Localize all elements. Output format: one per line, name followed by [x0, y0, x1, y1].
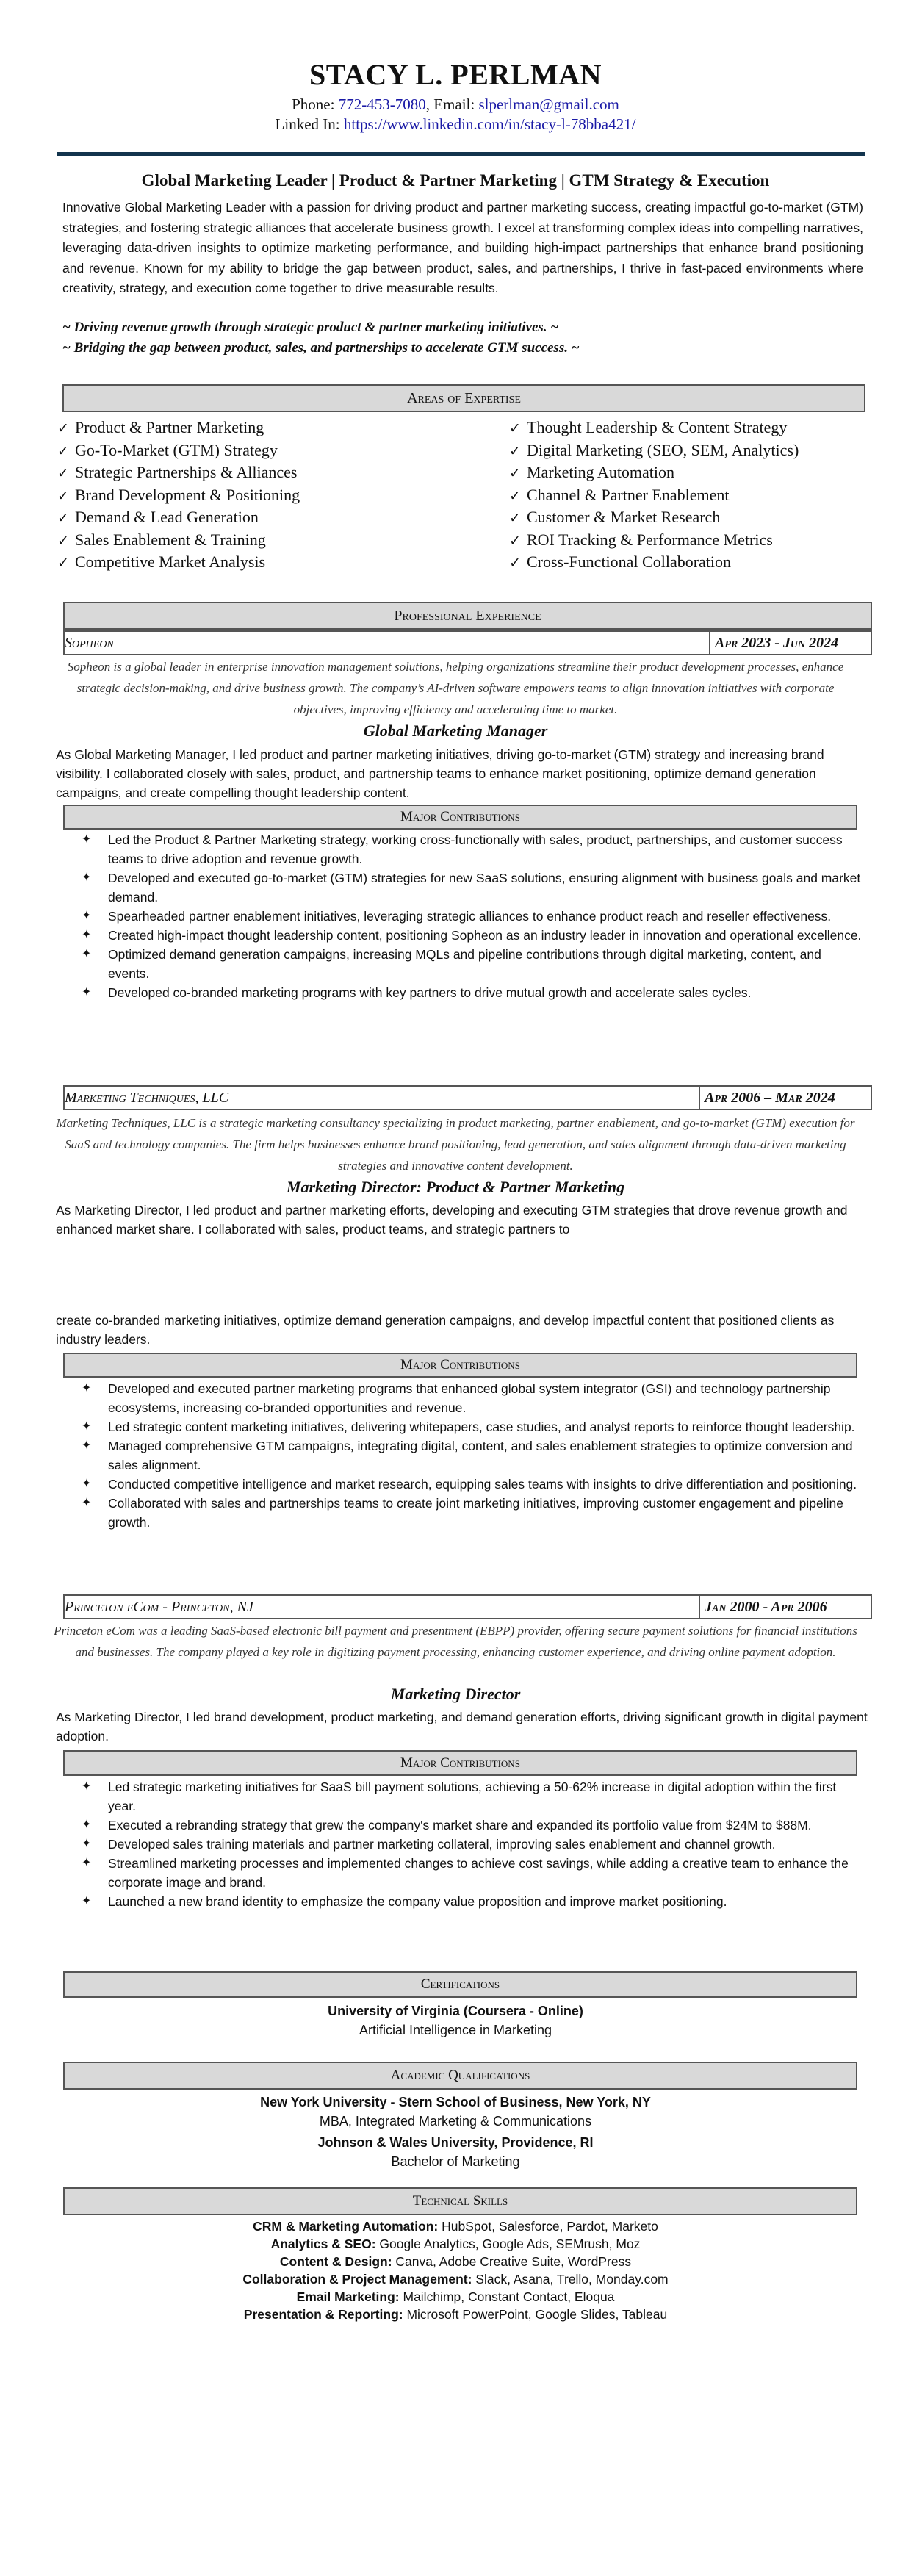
star-bullet-icon: ✦: [82, 1439, 92, 1452]
list-item: ✦ Developed co-branded marketing programs with key partners to drive mutual growth and accelerate sales cycles.: [62, 983, 863, 1002]
check-icon: ✓: [57, 511, 69, 526]
company-name: Marketing Techniques, LLC: [65, 1089, 229, 1106]
skill-line: Collaboration & Project Management: Slack, Asana, Trello, Monday.com: [242, 2272, 669, 2287]
check-icon: ✓: [57, 555, 69, 571]
star-bullet-icon: ✦: [82, 871, 92, 884]
star-bullet-icon: ✦: [82, 1497, 92, 1509]
expertise-list: [57, 417, 865, 575]
check-icon: ✓: [57, 443, 69, 459]
check-icon: ✓: [57, 488, 69, 504]
tagline: ~ Bridging the gap between product, sales, and partnerships to accelerate GTM success. ~: [62, 340, 580, 356]
star-bullet-icon: ✦: [82, 833, 92, 846]
role-summary: As Marketing Director, I led product and partner marketing efforts, developing and executing GTM strategies that drove revenue growth and enhanced market share. I collaborated with sales, product teams, and strategic partners to: [56, 1203, 848, 1237]
contributions-list: [62, 1777, 863, 1911]
job-dates: Apr 2023 - Jun 2024: [709, 632, 871, 654]
phone-label: Phone:: [292, 96, 335, 113]
job-dates: Jan 2000 - Apr 2006: [699, 1596, 871, 1618]
role-summary: As Marketing Director, I led brand development, product marketing, and demand generation efforts, driving significant growth in digital payment adoption.: [56, 1710, 868, 1744]
job-header-marketing-techniques: [63, 1085, 872, 1110]
list-item: ✦ Managed comprehensive GTM campaigns, integrating digital, content, and sales enablement strategies to optimize conversion and sales alignment.: [62, 1436, 863, 1475]
job-title: Global Marketing Manager: [363, 722, 548, 740]
company-name: Sopheon: [65, 634, 114, 651]
section-header-certifications: Certifications: [63, 1971, 857, 1998]
expertise-item: ✓ Sales Enablement & Training: [57, 530, 509, 553]
profile-summary: Innovative Global Marketing Leader with a passion for driving product and partner marketing success, creating impactful go-to-market (GTM) strategies, and fostering strategic alliances that accelerate business growth. I excel at transforming complex ideas into compelling narratives, leveraging data-driven insights to optimize marketing performance, and building high-impact partnerships that enhance brand positioning and revenue. Known for my ability to bridge the gap between product, sales, and partnerships, I thrive in fast-paced environments where creativity, strategy, and execution come together to drive measurable results.: [62, 200, 863, 295]
expertise-column-right: [509, 417, 865, 575]
job-title: Marketing Director: Product & Partner Marketing: [286, 1178, 625, 1196]
job-header-sopheon: [63, 630, 872, 655]
technical-skills-list: [0, 2217, 911, 2323]
expertise-item: ✓ Customer & Market Research: [509, 507, 865, 530]
check-icon: ✓: [509, 488, 521, 504]
certification-entry: [0, 2001, 911, 2040]
candidate-name: STACY L. PERLMAN: [309, 58, 602, 91]
check-icon: ✓: [57, 421, 69, 436]
company-description: Sopheon is a global leader in enterprise innovation management solutions, helping organizations streamline their product development processes, enhance strategic decision-making, and drive business growth. The company’s AI-driven software empowers teams to align innovation initiatives with corporate objectives, improving efficiency and accelerating time to market.: [67, 660, 844, 716]
contributions-header: Major Contributions: [63, 1750, 857, 1776]
skill-line: Presentation & Reporting: Microsoft PowerPoint, Google Slides, Tableau: [243, 2307, 668, 2322]
expertise-item: ✓ ROI Tracking & Performance Metrics: [509, 530, 865, 553]
certification-name: Artificial Intelligence in Marketing: [359, 2023, 552, 2037]
expertise-item: ✓ Thought Leadership & Content Strategy: [509, 417, 865, 440]
list-item: ✦ Executed a rebranding strategy that grew the company's market share and expanded its portfolio value from $24M to $88M.: [62, 1816, 863, 1835]
contributions-list: [62, 830, 863, 1002]
list-item: ✦ Developed and executed partner marketing programs that enhanced global system integrator (GSI) and technology partnership ecosystems, increasing co-branded opportunities and revenue.: [62, 1379, 863, 1417]
phone-link[interactable]: 772-453-7080: [338, 96, 426, 113]
star-bullet-icon: ✦: [82, 1818, 92, 1831]
section-header-expertise: Areas of Expertise: [62, 384, 865, 412]
tagline: ~ Driving revenue growth through strategic product & partner marketing initiatives. ~: [62, 320, 559, 335]
linkedin-label: Linked In:: [275, 115, 340, 133]
expertise-item: ✓ Go-To-Market (GTM) Strategy: [57, 440, 509, 463]
star-bullet-icon: ✦: [82, 910, 92, 922]
list-item: ✦ Created high-impact thought leadership content, positioning Sopheon as an industry leader in innovation and operational excellence.: [62, 926, 863, 945]
job-header-princeton-ecom: [63, 1594, 872, 1619]
star-bullet-icon: ✦: [82, 1857, 92, 1869]
expertise-item: ✓ Competitive Market Analysis: [57, 552, 509, 575]
expertise-item: ✓ Brand Development & Positioning: [57, 485, 509, 508]
email-label: , Email:: [425, 96, 475, 113]
list-item: ✦ Developed and executed go-to-market (GTM) strategies for new SaaS solutions, ensuring alignment with business goals and market demand.: [62, 868, 863, 907]
skill-line: Email Marketing: Mailchimp, Constant Contact, Eloqua: [296, 2289, 615, 2304]
star-bullet-icon: ✦: [82, 948, 92, 960]
check-icon: ✓: [57, 533, 69, 549]
check-icon: ✓: [509, 511, 521, 526]
list-item: ✦ Developed sales training materials and partner marketing collateral, improving sales enablement and channel growth.: [62, 1835, 863, 1854]
education-degree: MBA, Integrated Marketing & Communications: [319, 2114, 592, 2129]
expertise-item: ✓ Product & Partner Marketing: [57, 417, 509, 440]
list-item: ✦ Led strategic content marketing initiatives, delivering whitepapers, case studies, and analyst reports to reinforce thought leadership.: [62, 1417, 863, 1436]
check-icon: ✓: [57, 466, 69, 481]
job-title: Marketing Director: [390, 1685, 521, 1703]
expertise-item: ✓ Strategic Partnerships & Alliances: [57, 462, 509, 485]
role-summary-continued: create co-branded marketing initiatives, optimize demand generation campaigns, and develop impactful content that positioned clients as industry leaders.: [56, 1313, 835, 1347]
education-school: New York University - Stern School of Business, New York, NY: [260, 2095, 651, 2109]
role-summary: As Global Marketing Manager, I led product and partner marketing initiatives, driving go-to-market (GTM) strategy and increasing brand visibility. I collaborated closely with sales, product, and partnership teams to enhance market positioning, optimize demand generation campaigns, and create compelling thought leadership content.: [56, 747, 824, 800]
list-item: ✦ Spearheaded partner enablement initiatives, leveraging strategic alliances to enhance product reach and reseller effectiveness.: [62, 907, 863, 926]
check-icon: ✓: [509, 443, 521, 459]
star-bullet-icon: ✦: [82, 1382, 92, 1395]
star-bullet-icon: ✦: [82, 929, 92, 941]
star-bullet-icon: ✦: [82, 1895, 92, 1907]
check-icon: ✓: [509, 421, 521, 436]
certification-school: University of Virginia (Coursera - Online): [328, 2004, 583, 2018]
skill-line: Content & Design: Canva, Adobe Creative Suite, WordPress: [279, 2254, 632, 2269]
education-school: Johnson & Wales University, Providence, RI: [317, 2135, 594, 2150]
contributions-list: [62, 1379, 863, 1532]
company-description: Princeton eCom was a leading SaaS-based electronic bill payment and presentment (EBPP) provider, offering secure payment solutions for financial institutions and businesses. The company played a key role in digitizing payment processing, enhancing customer experience, and driving online payment adoption.: [54, 1624, 857, 1659]
expertise-column-left: [57, 417, 509, 575]
expertise-item: ✓ Channel & Partner Enablement: [509, 485, 865, 508]
list-item: ✦ Led strategic marketing initiatives for SaaS bill payment solutions, achieving a 50-62% increase in digital adoption within the first year.: [62, 1777, 863, 1816]
section-header-education: Academic Qualifications: [63, 2062, 857, 2090]
profile-headline: Global Marketing Leader | Product & Partner Marketing | GTM Strategy & Execution: [141, 171, 770, 190]
email-link[interactable]: slperlman@gmail.com: [478, 96, 619, 113]
list-item: ✦ Optimized demand generation campaigns, increasing MQLs and pipeline contributions through digital marketing, content, and events.: [62, 945, 863, 983]
expertise-item: ✓ Digital Marketing (SEO, SEM, Analytics): [509, 440, 865, 463]
company-description: Marketing Techniques, LLC is a strategic marketing consultancy specializing in product marketing, partner enablement, and go-to-market (GTM) execution for SaaS and technology companies. The firm helps businesses enhance brand positioning, lead generation, and sales alignment through data-driven marketing strategies and innovative content development.: [56, 1116, 855, 1173]
company-name: Princeton eCom - Princeton, NJ: [65, 1598, 253, 1615]
list-item: ✦ Conducted competitive intelligence and market research, equipping sales teams with insights to drive differentiation and positioning.: [62, 1475, 863, 1494]
section-header-technical-skills: Technical Skills: [63, 2187, 857, 2215]
education-entry: [0, 2093, 911, 2171]
check-icon: ✓: [509, 533, 521, 549]
star-bullet-icon: ✦: [82, 1838, 92, 1850]
contact-line: [0, 96, 911, 114]
star-bullet-icon: ✦: [82, 986, 92, 999]
list-item: ✦ Launched a new brand identity to emphasize the company value proposition and improve market positioning.: [62, 1892, 863, 1911]
star-bullet-icon: ✦: [82, 1780, 92, 1793]
header-divider: [57, 152, 865, 156]
contributions-header: Major Contributions: [63, 1353, 857, 1378]
expertise-item: ✓ Cross-Functional Collaboration: [509, 552, 865, 575]
list-item: ✦ Collaborated with sales and partnerships teams to create joint marketing initiatives, improving customer engagement and pipeline growth.: [62, 1494, 863, 1532]
linkedin-line: [0, 115, 911, 134]
list-item: ✦ Led the Product & Partner Marketing strategy, working cross-functionally with sales, product, partnerships, and customer success teams to drive adoption and revenue growth.: [62, 830, 863, 868]
education-degree: Bachelor of Marketing: [391, 2154, 520, 2169]
skill-line: Analytics & SEO: Google Analytics, Google Ads, SEMrush, Moz: [270, 2237, 641, 2251]
check-icon: ✓: [509, 555, 521, 571]
star-bullet-icon: ✦: [82, 1420, 92, 1433]
expertise-item: ✓ Demand & Lead Generation: [57, 507, 509, 530]
job-dates: Apr 2006 – Mar 2024: [699, 1087, 871, 1109]
skill-line: CRM & Marketing Automation: HubSpot, Salesforce, Pardot, Marketo: [253, 2219, 658, 2234]
star-bullet-icon: ✦: [82, 1478, 92, 1490]
check-icon: ✓: [509, 466, 521, 481]
section-header-experience: Professional Experience: [63, 602, 872, 630]
list-item: ✦ Streamlined marketing processes and implemented changes to achieve cost savings, while adding a creative team to enhance the corporate image and brand.: [62, 1854, 863, 1892]
contributions-header: Major Contributions: [63, 805, 857, 830]
expertise-item: ✓ Marketing Automation: [509, 462, 865, 485]
linkedin-link[interactable]: https://www.linkedin.com/in/stacy-l-78bba421/: [343, 115, 636, 133]
